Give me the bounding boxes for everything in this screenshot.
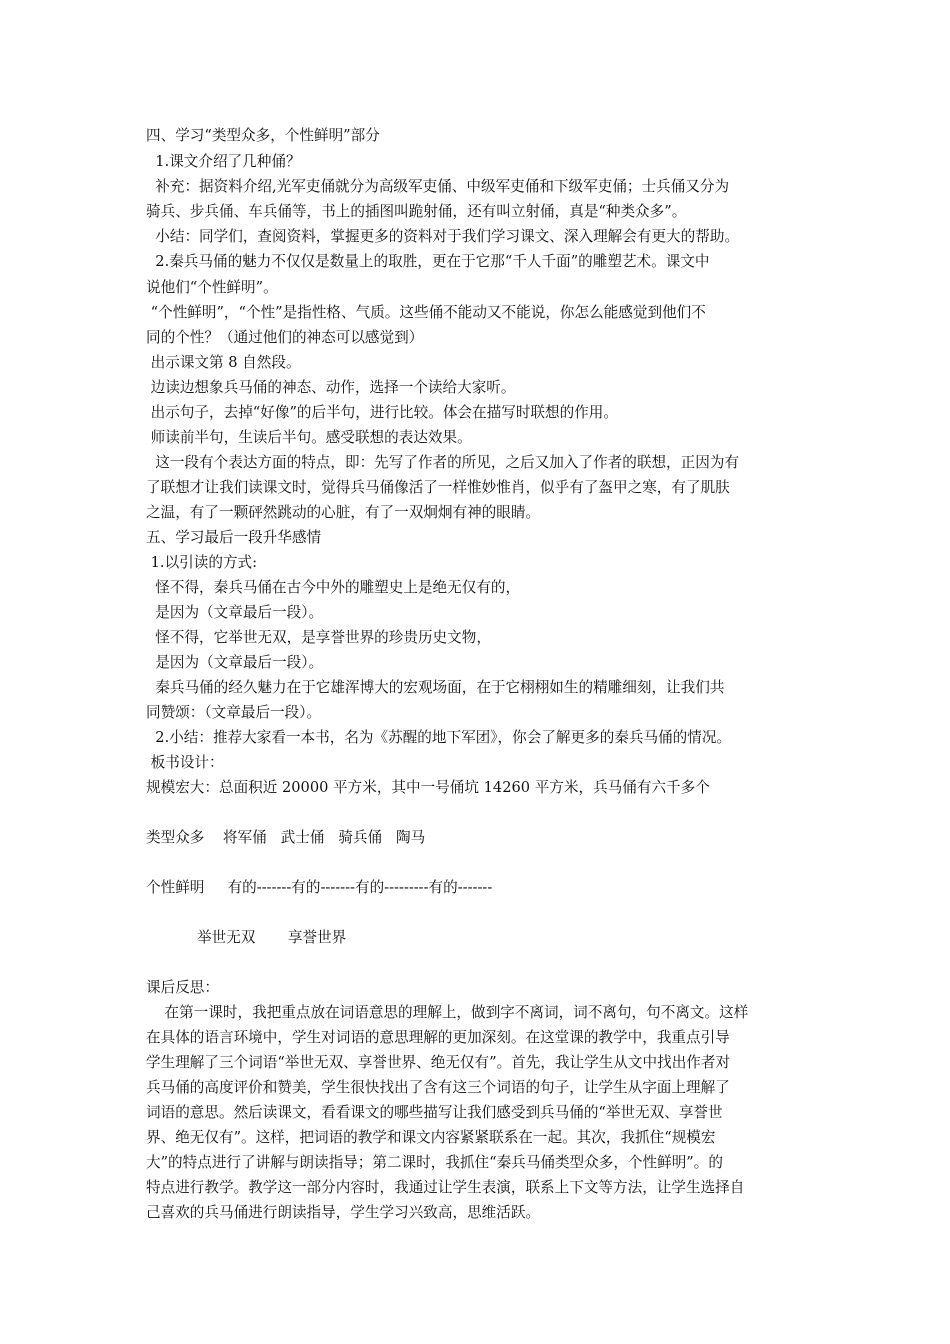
- board-line-scale: 规模宏大：总面积近 20000 平方米，其中一号俑坑 14260 平方米，兵马俑有六千多个: [146, 779, 710, 796]
- text-line: 秦兵马俑的经久魅力在于它雄浑博大的宏观场面，在于它栩栩如生的精雕细刻，让我们共: [146, 679, 725, 696]
- text-line: 1.以引读的方式:: [146, 554, 258, 571]
- text-line: 兵马俑的高度评价和赞美，学生很快找出了含有这三个词语的句子，让学生从字面上理解了: [146, 1079, 730, 1096]
- text-line: 同赞颂：（文章最后一段）。: [146, 704, 322, 721]
- text-line: 怪不得，秦兵马俑在古今中外的雕塑史上是绝无仅有的，: [146, 579, 521, 596]
- text-line: 2.小结：推荐大家看一本书，名为《苏醒的地下军团》，你会了解更多的秦兵马俑的情况。: [146, 729, 732, 746]
- board-line-personality: 个性鲜明 有的-------有的-------有的---------有的-------: [146, 879, 493, 896]
- board-line-types: 类型众多 将军俑 武士俑 骑兵俑 陶马: [146, 829, 426, 846]
- text-line: 是因为（文章最后一段）。: [146, 654, 324, 671]
- reflection-heading: 课后反思：: [146, 979, 219, 996]
- text-line: 了联想才让我们读课文时，觉得兵马俑像活了一样惟妙惟肖，似乎有了盔甲之寒，有了肌肤: [146, 479, 730, 496]
- text-line: 在第一课时，我把重点放在词语意思的理解上，做到字不离词，词不离句，句不离文。这样: [146, 1004, 749, 1021]
- section-heading-4: 四、学习“类型众多，个性鲜明”部分: [146, 127, 380, 144]
- text-line: 说他们“个性鲜明”。: [146, 279, 278, 296]
- text-line: 师读前半句，生读后半句。感受联想的表达效果。: [146, 429, 472, 446]
- text-line: 在具体的语言环境中，学生对词语的意思理解的更加深刻。在这堂课的教学中，我重点引导: [146, 1029, 730, 1046]
- section-heading-5: 五、学习最后一段升华感情: [146, 529, 322, 546]
- text-line: 2.秦兵马俑的魅力不仅仅是数量上的取胜，更在于它那“千人千面”的雕塑艺术。课文中: [146, 253, 710, 270]
- text-line: 这一段有个表达方面的特点，即：先写了作者的所见，之后又加入了作者的联想，正因为有: [146, 454, 740, 471]
- text-line: 学生理解了三个词语“举世无双、享誉世界、绝无仅有”。首先，我让学生从文中找出作者对: [146, 1054, 731, 1071]
- board-design-heading: 板书设计：: [146, 754, 224, 771]
- text-line: 小结：同学们，查阅资料，掌握更多的资料对于我们学习课文、深入理解会有更大的帮助。: [146, 228, 740, 245]
- text-line: 大”的特点进行了讲解与朗读指导；第二课时，我抓住“秦兵马俑类型众多，个性鲜明”。的: [146, 1154, 723, 1171]
- text-line: 特点进行教学。教学这一部分内容时，我通过让学生表演，联系上下文等方法，让学生选择自: [146, 1179, 745, 1196]
- text-line: 怪不得，它举世无双，是享誉世界的珍贵历史文物，: [146, 629, 491, 646]
- text-line: “个性鲜明”，“个性”是指性格、气质。这些俑不能动又不能说，你怎么能感觉到他们不: [146, 304, 706, 321]
- text-line: 出示课文第 8 自然段。: [146, 354, 301, 371]
- text-line: 骑兵、步兵俑、车兵俑等，书上的插图叫跪射俑，还有叫立射俑，真是“种类众多”。: [146, 203, 687, 220]
- text-line: 出示句子，去掉“好像”的后半句，进行比较。体会在描写时联想的作用。: [146, 404, 618, 421]
- text-line: 之温，有了一颗砰然跳动的心脏，有了一双炯炯有神的眼睛。: [146, 504, 541, 521]
- text-line: 边读边想象兵马俑的神态、动作，选择一个读给大家听。: [146, 379, 516, 396]
- text-line: 补充：据资料介绍,光军吏俑就分为高级军吏俑、中级军吏俑和下级军吏俑；士兵俑又分为: [146, 178, 730, 195]
- text-line: 界、绝无仅有”。这样，把词语的教学和课文内容紧紧联系在一起。其次，我抓住“规模宏: [146, 1129, 716, 1146]
- text-line: 1.课文介绍了几种俑？: [146, 153, 301, 170]
- text-line: 是因为（文章最后一段）。: [146, 604, 324, 621]
- text-line: 词语的意思。然后读课文，看看课文的哪些描写让我们感受到兵马俑的“举世无双、享誉世: [146, 1104, 723, 1121]
- text-line: 同的个性？（通过他们的神态可以感觉到）: [146, 329, 424, 346]
- text-line: 己喜欢的兵马俑进行朗读指导，学生学习兴致高，思维活跃。: [146, 1204, 541, 1221]
- board-line-unique: 举世无双 享誉世界: [146, 929, 347, 946]
